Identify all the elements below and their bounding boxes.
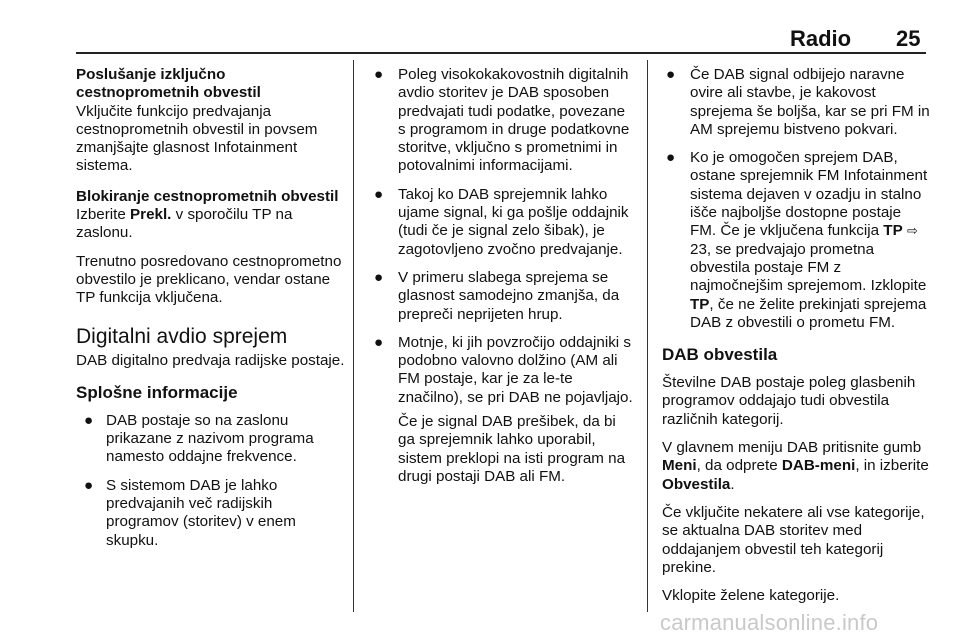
header-divider [76, 52, 926, 54]
page-reference-arrow-icon: ⇨ [906, 223, 918, 239]
list-item: ● S sistemom DAB je lahko predvajanih več radijskih programov (storitev) v enem skupku. [84, 476, 296, 549]
ui-term-obvestila: Obvestila [662, 475, 731, 493]
column-divider-2 [647, 60, 648, 612]
page-number: 25 [896, 26, 921, 51]
paragraph: Vključite funkcijo predvajanja cestnoprometnih obvestil in povsem zmanjšajte glasnost Infotainment sistema. [76, 102, 318, 175]
column-1 [76, 66, 348, 560]
list-item: ● Poleg visokokakovostnih digitalnih avdio storitev je DAB sposoben predvajati tudi podatke, povezane s programom in druge podatkovne storitve, vključno s prometnimi in potovalnimi informacijami. [374, 66, 630, 175]
paragraph: Če vključite nekatere ali vse kategorije, se aktualna DAB storitev med oddajanjem obvestil teh kategorij prekine. [662, 503, 925, 576]
list-item: ● Če DAB signal odbijejo naravne ovire ali stavbe, je kakovost sprejema še boljša, kar se pri FM in AM sprejemu bistveno pokvari. [666, 66, 930, 138]
list-item: ● Motnje, ki jih povzročijo oddajniki s podobno valovno dolžino (AM ali FM postaje, kar je za le-te značilno), se pri DAB ne pojavljajo. [374, 333, 633, 406]
ui-term-dab-meni: DAB-meni [781, 457, 856, 475]
paragraph: Če je signal DAB prešibek, da bi ga sprejemnik lahko uporabil, sistem preklopi na isti program na drugi postaji DAB ali FM. [398, 413, 626, 485]
ui-term-prekl: Prekl. [130, 206, 172, 224]
subsection-heading-dab-announcements: DAB obvestila [662, 345, 778, 365]
section-heading-traffic-only: Poslušanje izključno cestnoprometnih obvestil [76, 66, 261, 102]
list-item: ● Ko je omogočen sprejem DAB, ostane sprejemnik FM Infotainment sistema dejaven v ozadju in stalno išče najboljše dostopne postaje FM. Če je vključena funkcija TP ⇨ 23, se predvajajo prometna obvestila postaje FM z najmočnejšim sprejemom. Izklopite TP, če ne želite prekinjati sprejema DAB z obvestili o prometu FM. [666, 149, 928, 331]
paragraph: DAB digitalno predvaja radijske postaje. [76, 351, 345, 369]
page-header [0, 0, 960, 56]
column-2 [370, 66, 636, 496]
list-item: ● Takoj ko DAB sprejemnik lahko ujame signal, ki ga pošlje oddajnik (tudi če je signal zelo šibak), je zagotovljeno zvočno predvajanje. [374, 185, 629, 258]
column-divider-1 [353, 60, 354, 612]
paragraph: V glavnem meniju DAB pritisnite gumb Meni, da odprete DAB-meni, in izberite Obvestila. [662, 439, 929, 493]
column-3 [662, 66, 930, 615]
bullet-list [76, 412, 348, 550]
list-item: ● DAB postaje so na zaslonu prikazane z nazivom programa namesto oddajne frekvence. [84, 411, 314, 466]
ui-term-meni: Meni [662, 457, 697, 475]
ui-term-tp: TP [690, 295, 710, 313]
watermark: carmanualsonline.info [660, 610, 879, 635]
chapter-heading: Digitalni avdio sprejem [76, 324, 288, 348]
list-item: ● V primeru slabega sprejema se glasnost samodejno zmanjša, da prepreči neprijeten hrup. [374, 268, 620, 323]
bullet-list [370, 66, 636, 407]
paragraph: Trenutno posredovano cestnoprometno obvestilo je preklicano, vendar ostane TP funkcija vključena. [76, 252, 342, 307]
bullet-list [662, 66, 930, 332]
paragraph: Izberite Prekl. v sporočilu TP na zaslonu. [76, 206, 293, 242]
section-heading-block-traffic: Blokiranje cestnoprometnih obvestil [76, 187, 339, 205]
paragraph: Številne DAB postaje poleg glasbenih programov oddajajo tudi obvestila različnih kategorij. [662, 374, 916, 428]
paragraph: Vklopite želene kategorije. [662, 587, 840, 605]
ui-term-tp: TP [883, 222, 903, 240]
page-title: Radio [790, 26, 852, 51]
subsection-heading: Splošne informacije [76, 382, 238, 402]
